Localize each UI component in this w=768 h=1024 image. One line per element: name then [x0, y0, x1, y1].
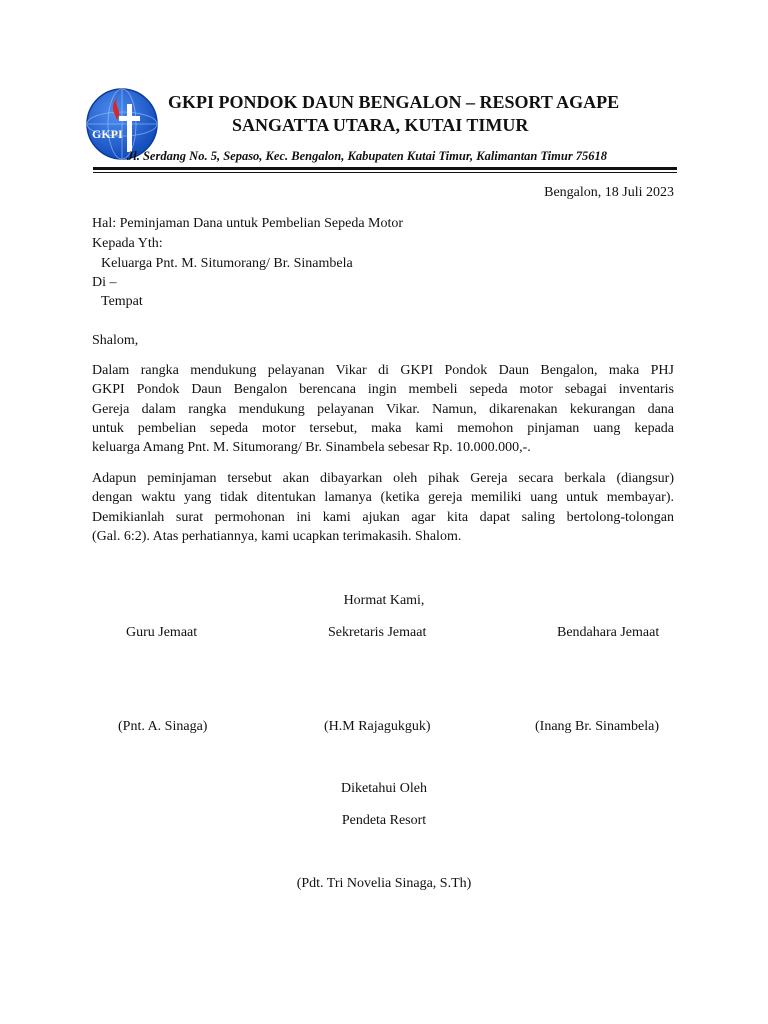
- acknowledged-label: Diketahui Oleh: [341, 781, 427, 796]
- paragraph-line: dengan waktu yang tidak ditentukan lamanya (ketika gereja memiliki uang untuk membayar).: [92, 490, 674, 506]
- recipient-di: Di –: [92, 275, 117, 290]
- body-paragraph-2: [92, 469, 674, 546]
- paragraph-line: Adapun peminjaman tersebut akan dibayarkan oleh pihak Gereja secara berkala (diangsur): [92, 471, 674, 486]
- pastor-name: (Pdt. Tri Novelia Sinaga, S.Th): [296, 876, 472, 891]
- signer-role-guru: Guru Jemaat: [126, 625, 198, 640]
- paragraph-line: Demikianlah surat permohonan ini kami ajukan agar kita dapat saling bertolong-tolongan: [92, 509, 674, 525]
- paragraph-line: keluarga Amang Pnt. M. Situmorang/ Br. Sinambela sebesar Rp. 10.000.000,-.: [92, 440, 531, 456]
- organization-location: SANGATTA UTARA, KUTAI TIMUR: [232, 115, 529, 135]
- signer-role-sekretaris: Sekretaris Jemaat: [328, 625, 427, 640]
- paragraph-line: untuk pembelian sepeda motor tersebut, maka kami memohon pinjaman uang kepada: [92, 420, 674, 436]
- recipient-label: Kepada Yth:: [92, 236, 163, 251]
- signer-name-guru: (Pnt. A. Sinaga): [118, 719, 208, 734]
- closing-salutation: Hormat Kami,: [343, 593, 425, 608]
- pastor-role: Pendeta Resort: [341, 813, 427, 828]
- signer-name-bendahara: (Inang Br. Sinambela): [535, 719, 660, 734]
- signer-name-sekretaris: (H.M Rajagukguk): [324, 719, 431, 734]
- paragraph-line: (Gal. 6:2). Atas perhatiannya, kami ucapkan terimakasih. Shalom.: [92, 528, 462, 544]
- letter-subject: Hal: Peminjaman Dana untuk Pembelian Sepeda Motor: [92, 216, 404, 231]
- body-paragraph-1: [92, 361, 674, 457]
- signer-role-bendahara: Bendahara Jemaat: [557, 625, 660, 640]
- letterhead-divider-thick: [93, 167, 677, 170]
- organization-address: Jl. Serdang No. 5, Sepaso, Kec. Bengalon, Kabupaten Kutai Timur, Kalimantan Timur 75618: [127, 149, 608, 163]
- paragraph-line: Dalam rangka mendukung pelayanan Vikar di GKPI Pondok Daun Bengalon, maka PHJ: [92, 363, 674, 378]
- letter-greeting: Shalom,: [92, 333, 139, 348]
- letterhead-divider-thin: [93, 172, 677, 173]
- paragraph-line: GKPI Pondok Daun Bengalon berencana ingin membeli sepeda motor sebagai inventaris: [92, 382, 674, 398]
- recipient-name: Keluarga Pnt. M. Situmorang/ Br. Sinambela: [101, 256, 353, 271]
- organization-name: GKPI PONDOK DAUN BENGALON – RESORT AGAPE: [168, 92, 620, 112]
- recipient-place: Tempat: [101, 294, 143, 309]
- letter-date: Bengalon, 18 Juli 2023: [544, 185, 674, 200]
- paragraph-line: Gereja dalam rangka mendukung pelayanan Vikar. Namun, dikarenakan kekurangan dana: [92, 401, 674, 417]
- svg-text:GKPI: GKPI: [92, 127, 123, 141]
